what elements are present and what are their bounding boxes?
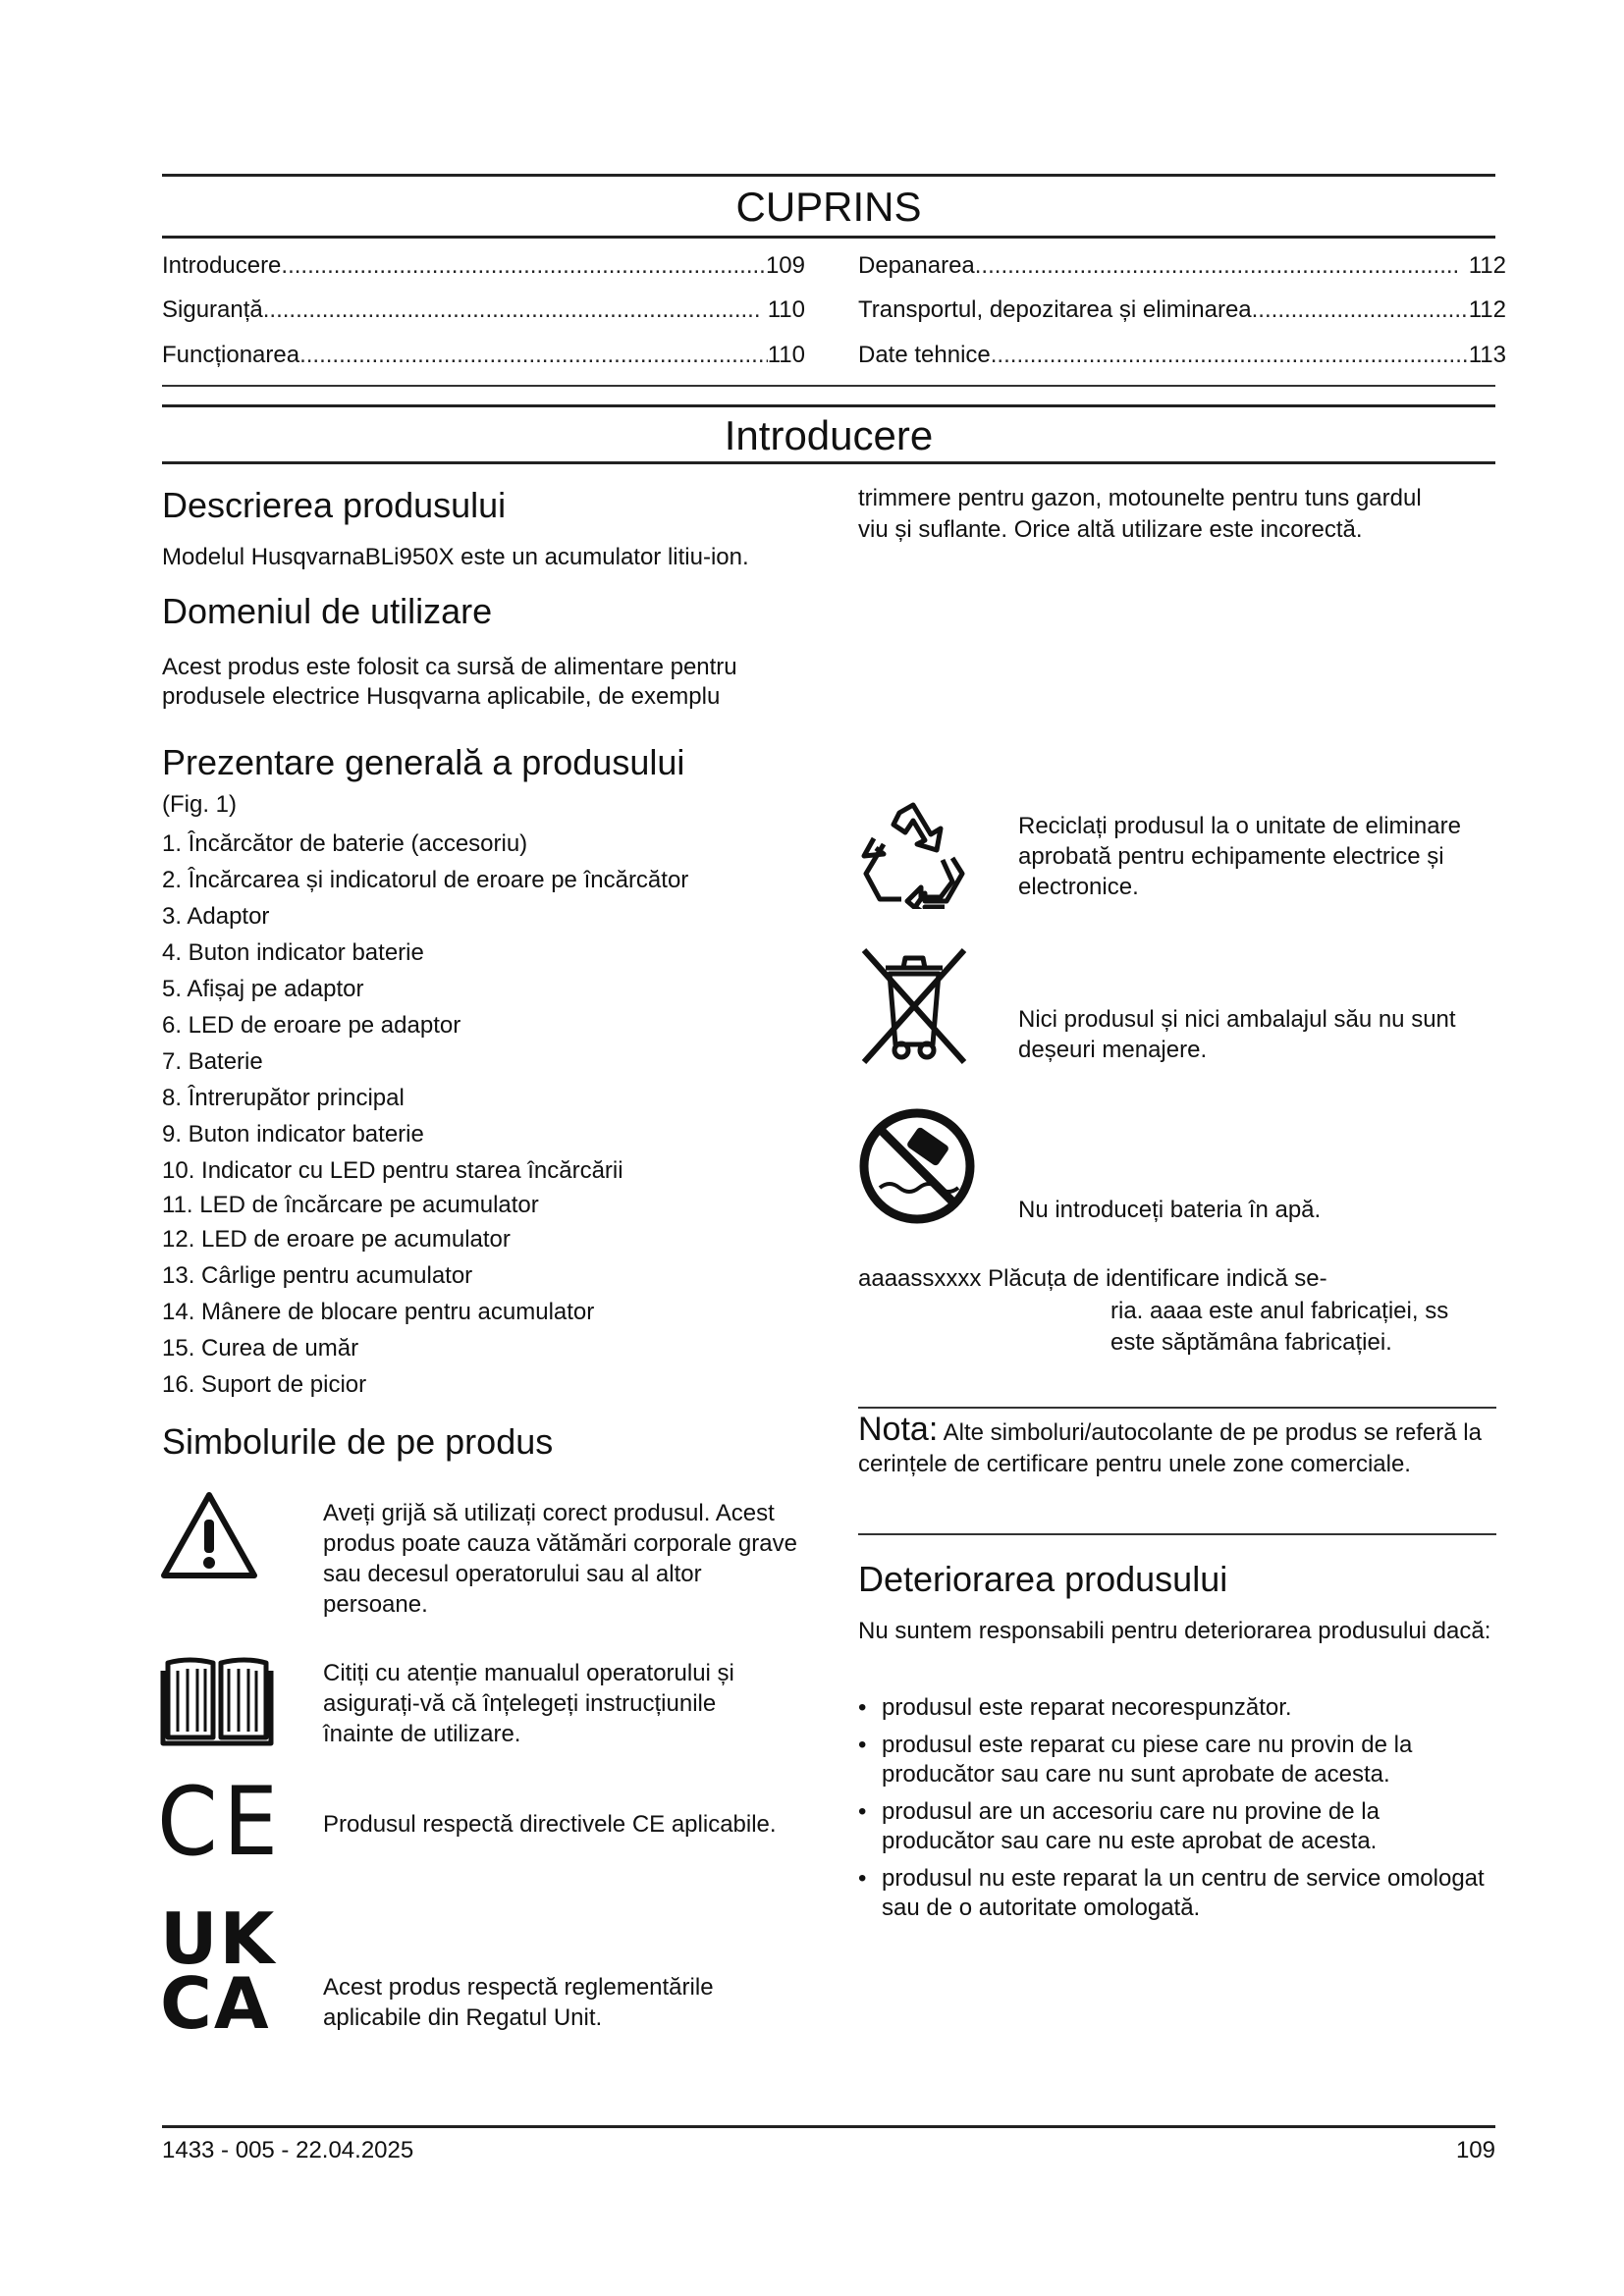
list-item: 15. Curea de umăr (162, 1335, 359, 1362)
list-item: 2. Încărcarea și indicatorul de eroare pe încărcător (162, 867, 689, 893)
list-item: 6. LED de eroare pe adaptor (162, 1012, 461, 1039)
warning-icon (160, 1490, 258, 1580)
list-item: 3. Adaptor (162, 903, 270, 930)
manual-text: Citiți cu atenție manualul operatorului și asigurați-vă că înțelegeți instrucțiunile înainte de utilizare. (323, 1660, 734, 1747)
recycle-text: Reciclați produsul la o unitate de eliminare aprobată pentru echipamente electrice și electronice. (1018, 813, 1461, 900)
toc-bottom-rule (162, 385, 1495, 387)
list-item: 1. Încărcător de baterie (accesoriu) (162, 830, 528, 857)
list-item: 7. Baterie (162, 1048, 263, 1075)
waste-bin-crossed-icon (856, 942, 972, 1068)
list-item: • produsul nu este reparat la un centru de service omologat sau de o autoritate omologată. (858, 1865, 1485, 1921)
list-item: 16. Suport de picior (162, 1371, 367, 1398)
list-item: 5. Afișaj pe adaptor (162, 976, 364, 1002)
toc-title-rule (162, 236, 1495, 239)
description-heading: Descrierea produsului (162, 485, 507, 525)
damage-heading: Deteriorarea produsului (858, 1559, 1228, 1599)
damage-list (858, 1693, 1487, 1931)
intro-top-rule (162, 404, 1495, 407)
symbols-heading: Simbolurile de pe produs (162, 1421, 554, 1462)
list-item: 12. LED de eroare pe acumulator (162, 1226, 511, 1253)
warning-text: Aveți grijă să utilizați corect produsul. Acest produs poate cauza vătămări corporale grave sau decesul operatorului sau al altor persoane. (323, 1500, 797, 1618)
note-label: Nota: (858, 1411, 939, 1448)
list-item: 4. Buton indicator baterie (162, 939, 424, 966)
plate-line2: ria. aaaa este anul fabricației, ss (1110, 1298, 1449, 1324)
waste-text: Nici produsul și nici ambalajul său nu sunt deșeuri menajere. (1018, 1006, 1456, 1063)
usage-heading: Domeniul de utilizare (162, 591, 493, 631)
overview-heading: Prezentare generală a produsului (162, 742, 685, 782)
list-item: 9. Buton indicator baterie (162, 1121, 424, 1148)
toc-entry-siguranta[interactable]: Siguranță ..... 110 (162, 296, 805, 330)
list-item: • produsul este reparat necorespunzător. (858, 1694, 1292, 1721)
footer-rule (162, 2125, 1495, 2128)
list-item: • produsul are un accesoriu care nu provine de la producător sau care nu este aprobat de acesta. (858, 1798, 1380, 1854)
footer-page-number: 109 (1455, 2137, 1495, 2163)
usage-text-line3: trimmere pentru gazon, motounelte pentru tuns gardul (858, 485, 1422, 511)
damage-intro: Nu suntem responsabili pentru deteriorarea produsului dacă: (858, 1618, 1491, 1644)
toc-entry-introducere[interactable]: Introducere ..... 109 (162, 252, 805, 286)
intro-title-rule (162, 461, 1495, 464)
ukca-text: Acest produs respectă reglementările aplicabile din Regatul Unit. (323, 1974, 714, 2031)
toc-entry-transportul[interactable]: Transportul, depozitarea și eliminarea ..... 112 (858, 296, 1506, 330)
toc-entry-depanarea[interactable]: Depanarea ..... 112 (858, 252, 1506, 286)
footer-doc-id: 1433 - 005 - 22.04.2025 (162, 2137, 414, 2163)
ukca-mark-icon (160, 1897, 294, 2045)
overview-list (162, 826, 688, 1403)
toc-entry-date-tehnice[interactable]: Date tehnice ..... 113 (858, 342, 1506, 375)
note-bottom-rule (858, 1533, 1496, 1535)
plate-line1: Plăcuța de identificare indică se- (988, 1265, 1327, 1292)
overview-fig-ref: (Fig. 1) (162, 791, 238, 818)
plate-text (858, 1263, 1506, 1294)
list-item: 14. Mânere de blocare pentru acumulator (162, 1299, 595, 1325)
recycle-icon (856, 799, 970, 909)
note-top-rule (858, 1407, 1496, 1409)
ukca-mark-line2: CA (160, 1962, 271, 2045)
water-text: Nu introduceți bateria în apă. (1018, 1197, 1322, 1223)
note-block (858, 1411, 1496, 1480)
ce-mark-icon: CE (157, 1767, 284, 1877)
description-text: Modelul HusqvarnaBLi950X este un acumulator litiu-ion. (162, 544, 749, 570)
usage-text-line4: viu și suflante. Orice altă utilizare este incorectă. (858, 516, 1363, 543)
usage-text-line1: Acest produs este folosit ca sursă de alimentare pentru (162, 654, 737, 680)
list-item: 10. Indicator cu LED pentru starea încărcării (162, 1157, 623, 1184)
manual-book-icon (160, 1653, 274, 1747)
list-item: 11. LED de încărcare pe acumulator (162, 1192, 539, 1218)
plate-line3: este săptămâna fabricației. (1110, 1329, 1392, 1356)
toc-top-rule (162, 174, 1495, 177)
ce-text: Produsul respectă directivele CE aplicabile. (323, 1811, 777, 1838)
usage-text-line2: produsele electrice Husqvarna aplicabile, de exemplu (162, 683, 721, 710)
list-item: 13. Cârlige pentru acumulator (162, 1262, 473, 1289)
intro-title: Introducere (724, 412, 934, 458)
list-item: 8. Întrerupător principal (162, 1085, 405, 1111)
note-text: Alte simboluri/autocolante de pe produs se referă la cerințele de certificare pentru unele zone comerciale. (858, 1419, 1482, 1477)
list-item: • produsul este reparat cu piese care nu provin de la producător sau care nu sunt aprobate de acesta. (858, 1732, 1413, 1788)
plate-code: aaaassxxxx (858, 1265, 982, 1292)
ukca-mark-line1: UK (160, 1897, 277, 1980)
toc-title: CUPRINS (735, 184, 922, 230)
toc-entry-functionarea[interactable]: Funcționarea ..... 110 (162, 342, 805, 375)
no-water-icon (856, 1105, 978, 1227)
